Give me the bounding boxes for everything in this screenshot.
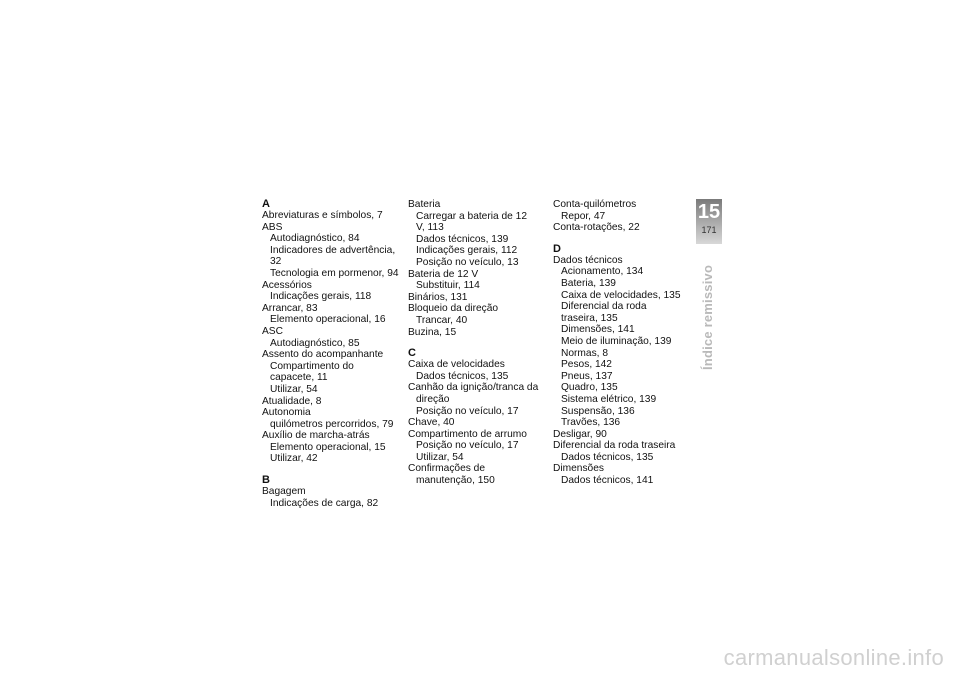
index-entry-continuation: traseira, 135: [561, 312, 618, 324]
index-subentry: Travões, 136: [561, 417, 621, 429]
index-subentry: Indicações de carga, 82: [270, 497, 379, 509]
index-subentry: Caixa de velocidades, 135: [561, 289, 681, 301]
index-subentry: Indicadores de advertência, 32: [270, 244, 396, 268]
index-entry-continuation: direção: [416, 393, 450, 405]
index-entry: Bagagem: [262, 486, 306, 498]
index-entry: Compartimento de arrumo: [408, 428, 527, 440]
index-letter-heading: A: [262, 198, 270, 210]
index-subentry: Posição no veículo, 17: [416, 405, 519, 417]
index-subentry: Trancar, 40: [416, 314, 468, 326]
index-subentry: Repor, 47: [561, 210, 606, 222]
index-column-1: [262, 199, 402, 509]
index-entry: Dimensões: [553, 463, 604, 475]
chapter-thumb-tab: [696, 199, 722, 244]
index-subentry: Quadro, 135: [561, 382, 618, 394]
index-entry: Conta-rotações, 22: [553, 222, 640, 234]
index-entry-continuation: V, 113: [416, 222, 444, 234]
index-subentry: quilómetros percorridos, 79: [270, 418, 394, 430]
index-letter-heading: B: [262, 474, 270, 487]
index-subentry: Dados técnicos, 135: [561, 451, 654, 463]
index-entry: Confirmações de: [408, 463, 486, 475]
index-entry: Bateria: [408, 199, 441, 210]
index-entry: Desligar, 90: [553, 428, 607, 440]
watermark: carmanualsonline.info: [723, 645, 944, 670]
section-side-title: Índice remissivo: [700, 264, 715, 370]
index-subentry: Bateria, 139: [561, 277, 616, 289]
index-subentry: Acionamento, 134: [561, 266, 644, 278]
index-subentry: Indicações gerais, 118: [270, 291, 372, 303]
index-subentry: Posição no veículo, 17: [416, 440, 519, 452]
index-subentry: Dados técnicos, 139: [416, 233, 509, 245]
index-entry: Assento do acompanhante: [262, 349, 384, 361]
index-subentry: Normas, 8: [561, 347, 608, 359]
index-letter-heading: C: [408, 347, 416, 360]
index-entry: Binários, 131: [408, 291, 468, 303]
index-subentry: Elemento operacional, 15: [270, 441, 386, 453]
index-subentry: Compartimento do: [270, 360, 354, 372]
page-number: 171: [701, 225, 717, 235]
index-entry: Bloqueio da direção: [408, 303, 499, 315]
index-subentry: Utilizar, 42: [270, 453, 318, 465]
index-entry: Diferencial da roda traseira: [553, 440, 676, 452]
index-entry: Arrancar, 83: [262, 302, 318, 314]
index-subentry: Elemento operacional, 16: [270, 314, 386, 326]
index-entry: Abreviaturas e símbolos, 7: [262, 210, 383, 221]
index-subentry: Meio de iluminação, 139: [561, 335, 672, 347]
index-subentry: Pesos, 142: [561, 359, 612, 371]
index-entry: Bateria de 12 V: [408, 268, 479, 280]
index-subentry: Substituir, 114: [416, 280, 480, 292]
index-subentry: Tecnologia em pormenor, 94: [270, 267, 399, 279]
chapter-number: 15: [697, 201, 721, 223]
index-subentry: Sistema elétrico, 139: [561, 393, 657, 405]
index-column-2: [408, 199, 548, 487]
index-entry: ABS: [262, 221, 283, 233]
index-subentry: Utilizar, 54: [416, 451, 464, 463]
index-column-3: [553, 199, 693, 487]
index-subentry: Dados técnicos, 135: [416, 370, 509, 382]
index-entry: Canhão da ignição/tranca da: [408, 382, 539, 394]
index-subentry: Posição no veículo, 13: [416, 256, 519, 268]
index-entry-continuation: capacete, 11: [270, 372, 328, 384]
index-subentry: Dimensões, 141: [561, 324, 635, 336]
index-entry: Autonomia: [262, 407, 311, 419]
index-subentry: Autodiagnóstico, 84: [270, 233, 360, 245]
index-entry: Chave, 40: [408, 417, 455, 429]
index-entry: Buzina, 15: [408, 326, 457, 338]
index-entry: Atualidade, 8: [262, 395, 322, 407]
index-entry: Conta-quilómetros: [553, 199, 637, 210]
index-subentry: Dados técnicos, 141: [561, 475, 654, 487]
index-subentry: Utilizar, 54: [270, 383, 318, 395]
index-entry: Acessórios: [262, 279, 312, 291]
index-letter-heading: D: [553, 242, 561, 255]
index-entry-continuation: manutenção, 150: [416, 475, 495, 487]
index-entry: ASC: [262, 325, 283, 337]
index-entry: Dados técnicos: [553, 254, 623, 266]
index-entry: Caixa de velocidades: [408, 359, 505, 371]
index-subentry: Autodiagnóstico, 85: [270, 337, 360, 349]
index-subentry: Suspensão, 136: [561, 405, 635, 417]
index-entry: Auxílio de marcha-atrás: [262, 430, 370, 442]
index-subentry: Indicações gerais, 112: [416, 245, 518, 257]
index-subentry: Pneus, 137: [561, 370, 613, 382]
index-subentry: Carregar a bateria de 12: [416, 210, 527, 222]
index-subentry: Diferencial da roda: [561, 301, 647, 313]
